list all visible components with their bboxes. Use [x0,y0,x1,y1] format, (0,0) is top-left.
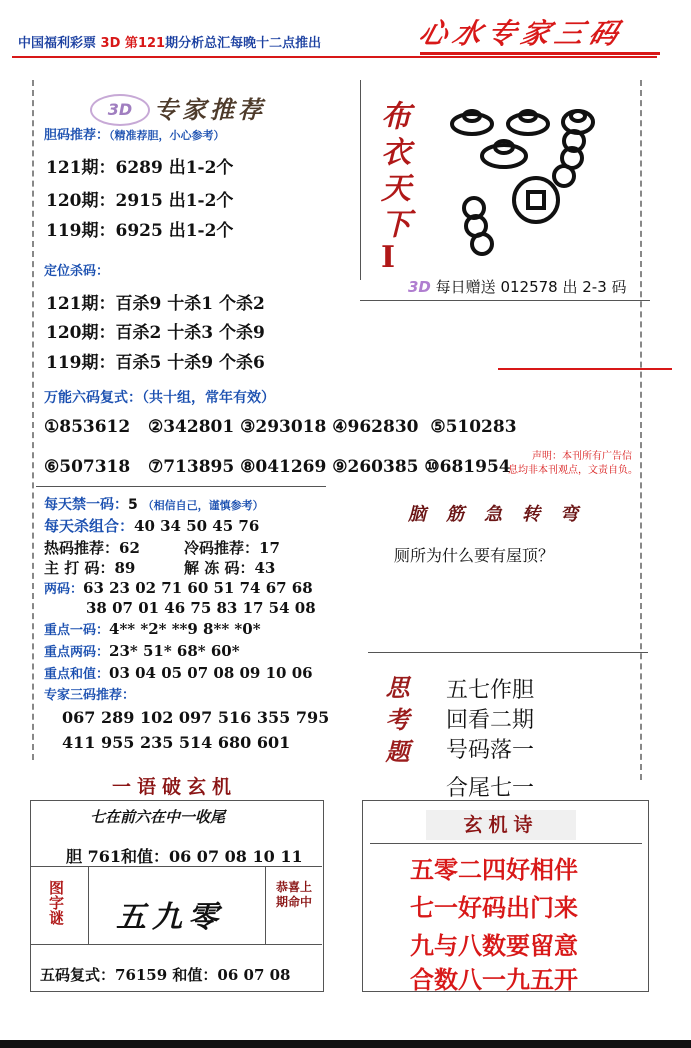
dan-row: 120期：2915 出1-2个 [46,191,234,211]
main-row [44,557,135,578]
expert-heading: 专家推荐 [154,95,266,124]
think-line: 回看二期 [446,708,535,733]
thaw-value: 43 [254,559,276,577]
fushi-item: ⑤510283 [430,417,517,437]
script-banner-text: 心水专家三码 [415,17,629,50]
left-border [32,80,34,760]
poem-line: 五零二四好相伴 [410,856,578,884]
oneword-dan-line: 胆 761和值：06 07 08 10 11 [66,847,303,866]
divider [265,866,266,944]
header [0,0,691,60]
oneword-title: 一语破玄机 [112,776,238,798]
divider [30,944,322,945]
divider [370,843,642,844]
three-line-1: 067 289 102 097 516 355 795 [62,708,330,727]
fushi-item: ③293018 [240,417,327,437]
sum-row [44,663,313,682]
thaw-label: 解 冻 码： [184,559,255,577]
fushi-item: ⑨260385 [332,457,419,477]
right-border [640,80,642,780]
fushi-item: ⑥507318 [44,457,131,477]
riddle-text: 五九零 [116,900,224,935]
buyi-roman: I [380,240,396,275]
poem-line: 合数八一九五开 [410,966,578,994]
header-title-pre: 中国福利彩票 [18,36,97,51]
gold-ingots-illustration [440,96,610,266]
fushi-row-1 [44,417,517,437]
notice-line-1: 声明：本刊所有广告信 [532,451,632,462]
script-banner [415,12,660,56]
dan-label: 胆码推荐： [44,128,110,143]
brain-title: 脑筋急转弯 [408,504,598,525]
two-line-2: 38 07 01 46 75 83 17 54 08 [86,599,316,617]
poem-line: 九与八数要留意 [410,932,578,960]
dan-row: 121期：6289 出1-2个 [46,158,234,178]
think-label [378,675,410,771]
fushi-row-2 [44,457,511,477]
three-line-2: 411 955 235 514 680 601 [62,733,291,752]
riddle-label-text: 图字谜 [47,880,65,925]
think-line: 五七作胆 [446,678,535,703]
fushi-item: ①853612 [44,417,131,437]
dan-note: （精准荐胆，小心参考） [109,129,225,142]
ban-row [44,494,264,514]
fushi-item: ⑩681954 [424,457,511,477]
thaw-row [184,557,275,578]
fushi-item: ⑧041269 [240,457,327,477]
poem-title: 玄机诗 [426,810,576,840]
expert-logo-text: 3D [107,100,133,119]
sum-label: 重点和值： [44,667,110,682]
main-label: 主 打 码： [44,559,115,577]
poem-line: 七一好码出门来 [410,894,578,922]
kill-label: 定位杀码： [44,264,110,279]
hot-label: 热码推荐： [44,539,120,557]
key1-label: 重点一码： [44,623,110,638]
oneword-hand-text: 七在前六在中一收尾 [90,808,226,826]
fushi-label: 万能六码复式：（共十组，常年有效） [44,390,275,406]
header-title [18,32,321,51]
header-title-post: 期分析总汇每晚十二点推出 [165,36,322,51]
ban-label: 每天禁一码： [44,497,128,513]
key2-label: 重点两码： [44,645,110,660]
fushi-item: ②342801 [147,417,235,437]
divider [360,300,650,301]
divider [368,652,648,653]
two-label: 两码： [44,582,84,597]
main-value: 89 [114,559,136,577]
kill-row: 120期：百杀2 十杀3 个杀9 [46,323,265,343]
cold-row [184,537,280,558]
header-title-3d: 3D [100,36,121,51]
kill-row: 121期：百杀9 十杀1 个杀2 [46,294,265,314]
red-rule [498,368,672,370]
sum-value: 03 04 05 07 08 09 10 06 [109,664,313,682]
think-line: 合尾七一 [446,776,535,801]
kill-row: 119期：百杀5 十杀9 个杀6 [46,353,265,373]
riddle-label [46,880,76,925]
cold-value: 17 [259,539,280,557]
hot-row [44,537,140,558]
expert-logo [90,94,150,126]
hot-value: 62 [119,539,140,557]
key2-value: 23* 51* 68* 60* [109,642,240,660]
cold-label: 冷码推荐： [184,539,260,557]
key2-row [44,641,240,660]
buyi-gift-text: 每日赠送 012578 出 2-3 码 [435,278,627,296]
ban-note: （相信自己，谨慎参考） [142,499,264,512]
divider [30,866,322,867]
dan-title [44,124,225,143]
buyi-small-logo: 3D [408,278,431,296]
divider [88,866,89,944]
three-label: 专家三码推荐： [44,688,136,703]
two-line-1: 63 23 02 71 60 51 74 67 68 [83,579,313,597]
divider [36,486,326,487]
middle-divider [360,80,361,280]
notice-line-2: 息均非本刊观点，文责自负。 [508,465,638,476]
fushi-item: ④962830 [332,417,419,437]
buyi-vertical-title [370,100,410,275]
kill-combo-label: 每天杀组合： [44,517,135,535]
header-title-di: 第 [124,36,138,51]
key1-row [44,619,261,638]
congrats-badge: 恭喜上期命中 [275,880,312,909]
two-row [44,578,313,597]
fushi-item: ⑦713895 [147,457,235,477]
dan-row: 119期：6925 出1-2个 [46,221,234,241]
buyi-gift [408,276,627,297]
think-line: 号码落一 [446,738,535,763]
think-label-text: 思考题 [381,675,410,771]
header-issue: 121 [137,36,166,51]
buyi-title-text: 布衣天下 [375,100,410,244]
kill-combo-row [44,515,259,536]
ban-value: 5 [128,497,138,513]
brain-question: 厕所为什么要有屋顶？ [394,546,555,565]
kill-combo-value: 40 34 50 45 76 [134,517,260,535]
bottom-bar [0,1040,691,1048]
five-code: 五码复式：76159 和值：06 07 08 [40,966,291,984]
notice [508,450,638,478]
key1-value: 4** *2* **9 8** *0* [109,620,261,638]
